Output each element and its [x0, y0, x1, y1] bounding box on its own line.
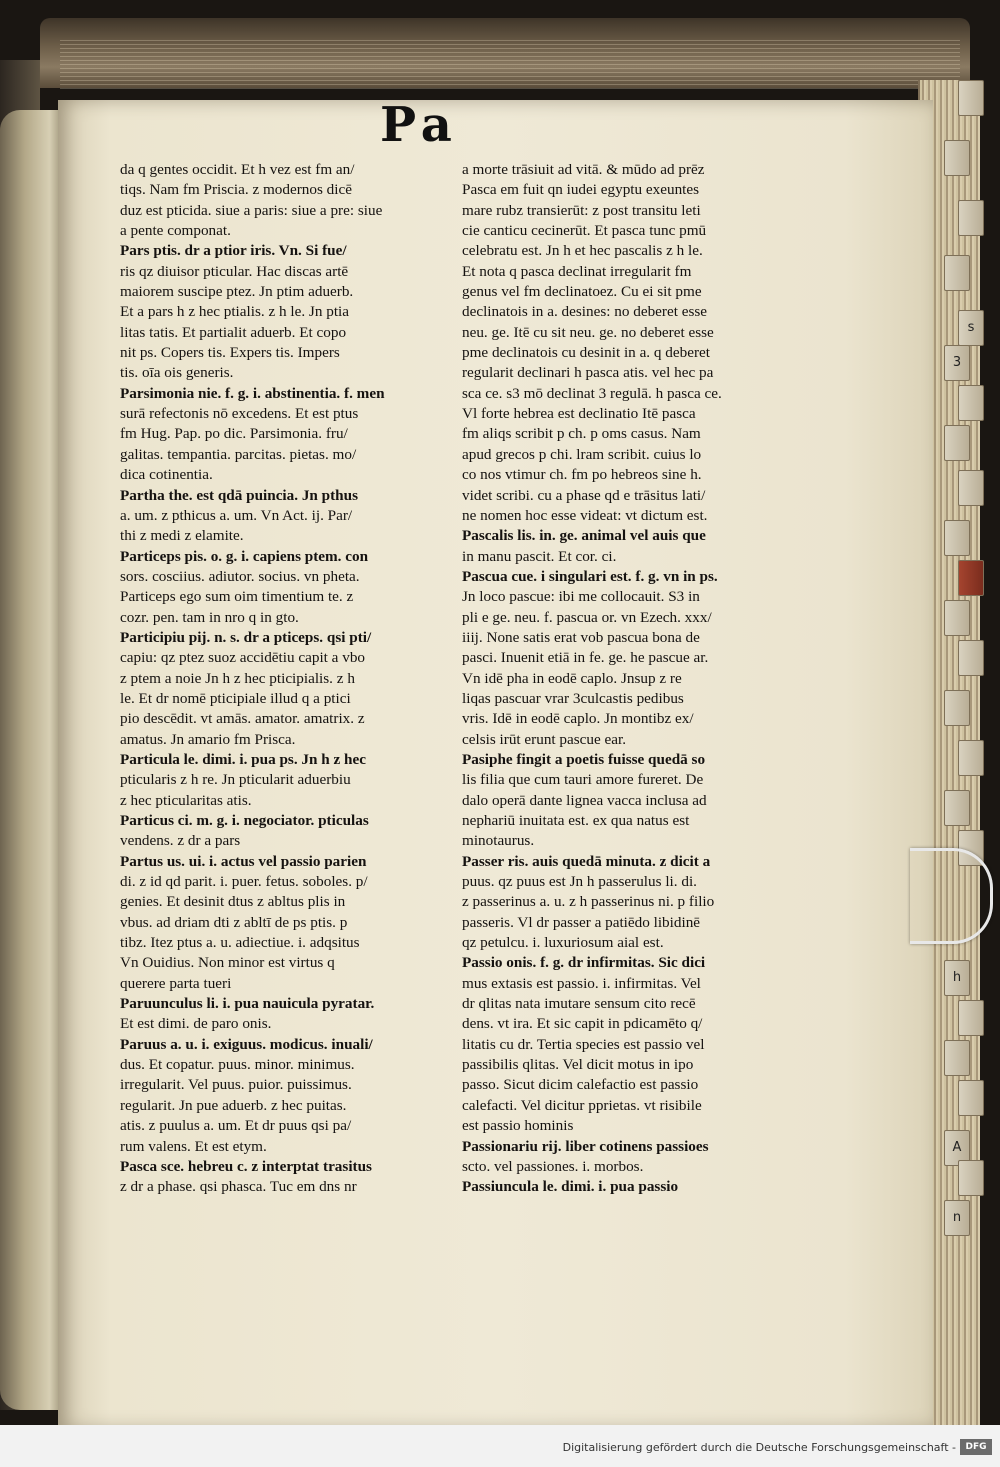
- text-line: passo. Sicut dicim calefactio est passio: [462, 1076, 699, 1094]
- right-text-column: [462, 160, 792, 1198]
- text-line: Jn loco pascue: ibi me collocauit. S3 in: [462, 588, 700, 606]
- text-line: celebratu est. Jn h et hec pascalis z h le.: [462, 242, 703, 260]
- text-line: atis. z puulus a. um. Et dr puus qsi pa/: [120, 1117, 352, 1135]
- text-line: sors. cosciius. adiutor. socius. vn pheta.: [120, 567, 360, 585]
- text-line: dus. Et copatur. puus. minor. minimus.: [120, 1056, 355, 1074]
- index-tab: [944, 600, 970, 636]
- entry-line: Participiu pij. n. s. dr a pticeps. qsi pti/: [120, 628, 372, 646]
- text-line: cozr. pen. tam in nro q in gto.: [120, 608, 299, 626]
- text-line: galitas. tempantia. parcitas. pietas. mo/: [120, 445, 357, 463]
- text-line: surā refectonis nō excedens. Et est ptus: [120, 405, 359, 423]
- paper-clip: [910, 848, 993, 944]
- entry-line: Paruunculus li. i. pua nauicula pyratar.: [120, 995, 375, 1013]
- index-tab: [958, 640, 984, 676]
- index-tab: [958, 1000, 984, 1036]
- text-line: Vn Ouidius. Non minor est virtus q: [120, 954, 335, 972]
- text-line: ris qz diuisor pticular. Hac discas artē: [120, 262, 349, 280]
- text-line: dens. vt ira. Et sic capit in pdicamēto q/: [462, 1015, 703, 1033]
- text-line: Et a pars h z hec ptialis. z h le. Jn ptia: [120, 303, 350, 321]
- entry-line: Passio onis. f. g. dr infirmitas. Sic dici: [462, 954, 706, 972]
- text-line: z hec pticularitas atis.: [120, 791, 252, 809]
- index-tab: [958, 1080, 984, 1116]
- entry-line: Particula le. dimi. i. pua ps. Jn h z hec: [120, 750, 366, 768]
- text-line: celsis irūt erunt pascue ear.: [462, 730, 627, 748]
- text-line: qz petulcu. i. luxuriosum aial est.: [462, 934, 664, 952]
- text-line: regularit declinari h pasca atis. vel hec pa: [462, 364, 714, 382]
- text-line: litas tatis. Et partialit aduerb. Et copo: [120, 323, 347, 341]
- entry-line: Pascua cue. i singulari est. f. g. vn in ps.: [462, 567, 718, 585]
- facing-page-edge: [0, 110, 62, 1410]
- entry-line: Paruus a. u. i. exiguus. modicus. inuali/: [120, 1035, 373, 1053]
- text-line: tis. oīa ois generis.: [120, 364, 234, 382]
- entry-line: Pasiphe fingit a poetis fuisse quedā so: [462, 750, 706, 768]
- text-line: est passio hominis: [462, 1117, 574, 1135]
- entry-line: Partus us. ui. i. actus vel passio parien: [120, 852, 367, 870]
- text-line: Et nota q pasca declinat irregularit fm: [462, 262, 692, 280]
- text-line: passibilis qlitas. Vel dicit motus in ipo: [462, 1056, 694, 1074]
- text-line: nephariū inuitata est. ex qua natus est: [462, 812, 690, 829]
- text-line: in manu pascit. Et cor. ci.: [462, 547, 617, 565]
- text-line: apud grecos p chi. lram scribit. cuius lo: [462, 445, 702, 463]
- text-line: pli e ge. neu. f. pascua or. vn Ezech. xxx/: [462, 608, 712, 626]
- text-line: passeris. Vl dr passer a patiēdo libidinē: [462, 913, 701, 931]
- index-tab: [958, 560, 984, 596]
- index-tab: [958, 470, 984, 506]
- text-line: nit ps. Copers tis. Expers tis. Impers: [120, 344, 340, 362]
- entry-line: Parsimonia nie. f. g. i. abstinentia. f. men: [120, 384, 385, 402]
- text-line: tibz. Itez ptus a. u. adiectiue. i. adqsitus: [120, 934, 360, 952]
- text-line: amatus. Jn amario fm Prisca.: [120, 730, 296, 748]
- text-line: duz est pticida. siue a paris: siue a pre: siue: [120, 201, 383, 219]
- text-line: pasci. Inuenit etiā in fe. ge. he pascue ar.: [462, 649, 709, 667]
- index-tab: [944, 790, 970, 826]
- entry-line: Pasca sce. hebreu c. z interptat trasitus: [120, 1157, 372, 1175]
- entry-line: Particus ci. m. g. i. negociator. pticulas: [120, 812, 369, 829]
- text-line: videt scribi. cu a phase qd e trāsitus lati/: [462, 486, 706, 504]
- text-line: dr qlitas nata imutare sensum cito recē: [462, 995, 696, 1013]
- text-line: mus extasis est passio. i. infirmitas. Vel: [462, 974, 701, 992]
- text-line: thi z medi z elamite.: [120, 527, 244, 545]
- text-line: declinatois in a. desines: no deberet esse: [462, 303, 708, 321]
- entry-line: Passionariu rij. liber cotinens passioes: [462, 1137, 709, 1155]
- text-line: puus. qz puus est Jn h passerulus li. di.: [462, 873, 697, 891]
- text-line: di. z id qd parit. i. puer. fetus. soboles. p/: [120, 873, 368, 891]
- text-line: pme declinatois cu desinit in a. q deberet: [462, 344, 710, 362]
- text-line: scto. vel passiones. i. morbos.: [462, 1157, 644, 1175]
- index-tab: h: [944, 960, 970, 996]
- text-line: a morte trāsiuit ad vitā. & mūdo ad prēz: [462, 161, 705, 178]
- text-line: pio descēdit. vt amās. amator. amatrix. z: [120, 710, 365, 728]
- index-tab: [944, 520, 970, 556]
- funding-credit: Digitalisierung gefördert durch die Deutsche Forschungsgemeinschaft -: [562, 1441, 956, 1454]
- index-tab: [944, 255, 970, 291]
- text-line: a. um. z pthicus a. um. Vn Act. ij. Par/: [120, 506, 353, 524]
- text-line: liqas pascuar vrar 3culcastis pedibus: [462, 689, 684, 707]
- entry-line: Partha the. est qdā puincia. Jn pthus: [120, 486, 358, 504]
- text-line: regularit. Jn pue aduerb. z hec puitas.: [120, 1096, 347, 1114]
- text-line: z passerinus a. u. z h passerinus ni. p filio: [462, 893, 715, 911]
- index-tab: [944, 1040, 970, 1076]
- text-line: pticularis z h re. Jn pticularit aduerbiu: [120, 771, 351, 789]
- text-line: Et est dimi. de paro onis.: [120, 1015, 272, 1033]
- text-line: z ptem a noie Jn h z hec pticipialis. z h: [120, 669, 355, 687]
- text-line: minotaurus.: [462, 832, 535, 850]
- text-line: z dr a phase. qsi phasca. Tuc em dns nr: [120, 1178, 357, 1196]
- text-line: genus vel fm declinatoez. Cu ei sit pme: [462, 283, 702, 301]
- index-tab: 3: [944, 345, 970, 381]
- text-line: rum valens. Et est etym.: [120, 1137, 267, 1155]
- text-line: maiorem suscipe ptez. Jn ptim aduerb.: [120, 283, 354, 301]
- text-line: ne nomen hoc esse videat: vt dictum est.: [462, 506, 708, 524]
- index-tab: A: [944, 1130, 970, 1166]
- text-line: dica cotinentia.: [120, 466, 213, 484]
- text-line: calefacti. Vel dicitur pprietas. vt risibile: [462, 1096, 702, 1114]
- text-line: neu. ge. Itē cu sit neu. ge. no deberet esse: [462, 323, 714, 341]
- text-line: irregularit. Vel puus. puior. puissimus.: [120, 1076, 352, 1094]
- index-tab: [958, 200, 984, 236]
- text-line: da q gentes occidit. Et h vez est fm an/: [120, 161, 355, 178]
- text-line: vris. Idē in eodē caplo. Jn montibz ex/: [462, 710, 694, 728]
- text-line: querere parta tueri: [120, 974, 232, 992]
- dfg-logo: DFG: [960, 1439, 992, 1455]
- running-headline: Pa: [380, 97, 458, 153]
- index-tab: [944, 140, 970, 176]
- text-line: vendens. z dr a pars: [120, 832, 241, 850]
- page-edges-top: [60, 40, 960, 90]
- text-line: mare rubz transierūt: z post transitu leti: [462, 201, 701, 219]
- text-line: sca ce. s3 mō declinat 3 regulā. h pasca ce.: [462, 384, 722, 402]
- index-tab: n: [944, 1200, 970, 1236]
- text-line: le. Et dr nomē pticipiale illud q a ptici: [120, 689, 351, 707]
- entry-line: Passer ris. auis quedā minuta. z dicit a: [462, 852, 711, 870]
- index-tab: [944, 425, 970, 461]
- text-line: lis filia que cum tauri amore fureret. De: [462, 771, 704, 789]
- left-text-column: [120, 160, 450, 1198]
- entry-line: Pascalis lis. in. ge. animal vel auis que: [462, 527, 706, 545]
- text-line: iiij. None satis erat vob pascua bona de: [462, 628, 700, 646]
- text-line: fm Hug. Pap. po dic. Parsimonia. fru/: [120, 425, 348, 443]
- text-line: fm aliqs scribit p ch. p oms casus. Nam: [462, 425, 701, 443]
- index-tab: s: [958, 310, 984, 346]
- text-line: litatis cu dr. Tertia species est passio vel: [462, 1035, 705, 1053]
- entry-line: Particeps pis. o. g. i. capiens ptem. con: [120, 547, 369, 565]
- text-line: genies. Et desinit dtus z abltus plis in: [120, 893, 346, 911]
- text-line: Pasca em fuit qn iudei egyptu exeuntes: [462, 181, 700, 199]
- text-line: Vn idē pha in eodē caplo. Jnsup z re: [462, 669, 682, 687]
- entry-line: Pars ptis. dr a ptior iris. Vn. Si fue/: [120, 242, 347, 260]
- index-tab: [958, 1160, 984, 1196]
- text-line: Particeps ego sum oim timentium te. z: [120, 588, 354, 606]
- text-line: dalo operā dante lignea vacca inclusa ad: [462, 791, 707, 809]
- text-line: tiqs. Nam fm Priscia. z modernos dicē: [120, 181, 352, 199]
- text-line: capiu: qz ptez suoz accidētiu capit a vbo: [120, 649, 366, 667]
- entry-line: Passiuncula le. dimi. i. pua passio: [462, 1178, 679, 1196]
- text-line: vbus. ad driam dti z abltī de ps ptis. p: [120, 913, 348, 931]
- index-tab: [958, 385, 984, 421]
- text-line: cie canticu cecinerūt. Et pasca tunc pmū: [462, 222, 707, 240]
- index-tab: [958, 80, 984, 116]
- index-tab: [944, 690, 970, 726]
- index-tab: [958, 740, 984, 776]
- text-line: co nos vtimur ch. fm po hebreos sine h.: [462, 466, 702, 484]
- text-line: a pente componat.: [120, 222, 231, 240]
- text-line: Vl forte hebrea est declinatio Itē pasca: [462, 405, 696, 423]
